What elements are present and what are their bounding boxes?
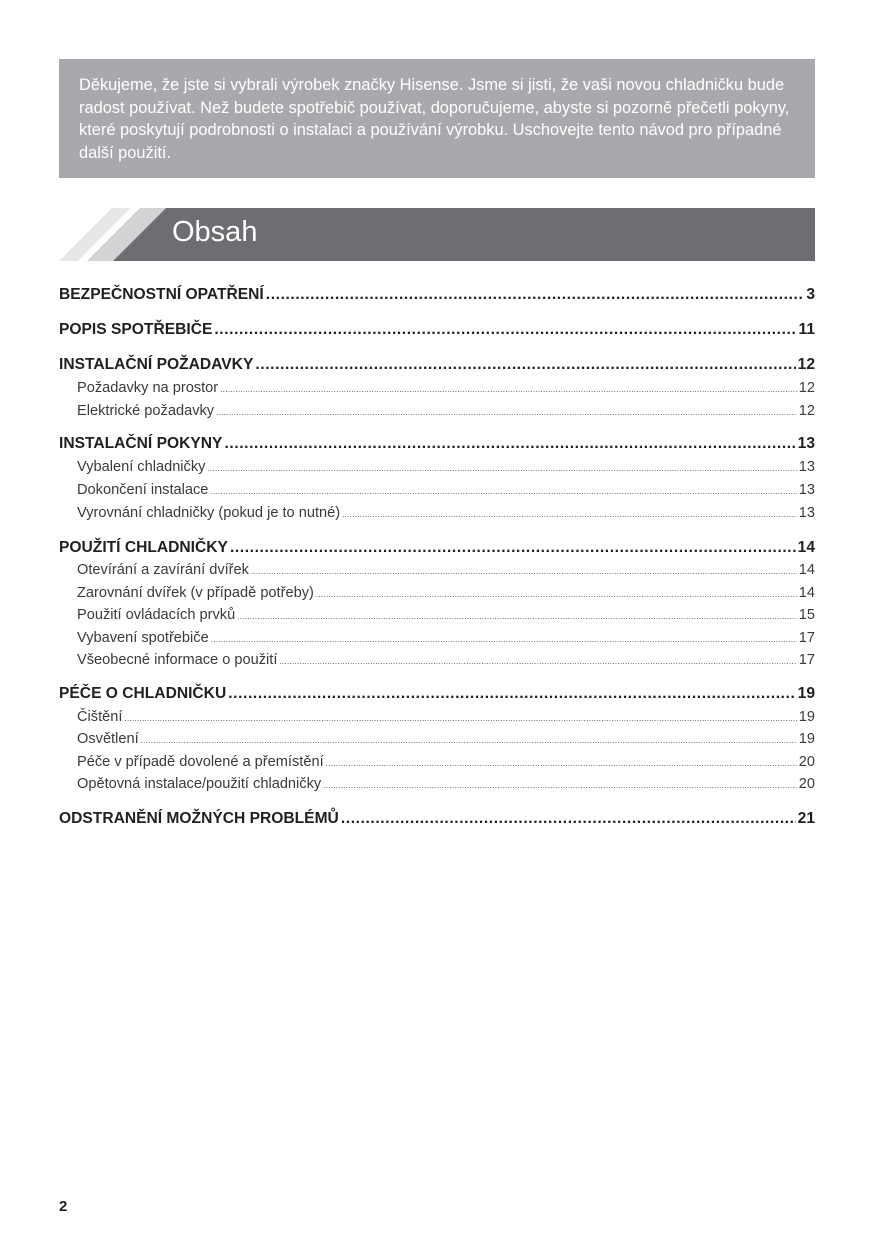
toc-section-entry[interactable] bbox=[59, 356, 815, 380]
toc-subsection-entry[interactable] bbox=[59, 731, 815, 753]
toc-section-entry[interactable] bbox=[59, 435, 815, 459]
toc-dot-leader bbox=[220, 385, 797, 394]
toc-entry-label: Vyrovnání chladničky (pokud je to nutné) bbox=[77, 505, 341, 521]
toc-subsection-entry[interactable] bbox=[59, 607, 815, 629]
toc-entry-label: Vybalení chladničky bbox=[77, 459, 206, 475]
toc-entry-page: 20 bbox=[798, 776, 815, 792]
toc-entry-label: Vybavení spotřebiče bbox=[77, 630, 209, 646]
toc-subsection-entry[interactable] bbox=[59, 709, 815, 731]
toc-entry-label: Zarovnání dvířek (v případě potřeby) bbox=[77, 585, 314, 601]
page-number: 2 bbox=[59, 1198, 68, 1215]
toc-dot-leader bbox=[251, 567, 797, 576]
toc-subsection-entry[interactable] bbox=[59, 585, 815, 607]
toc-entry-page: 17 bbox=[798, 630, 815, 646]
toc-entry-page: 17 bbox=[798, 652, 815, 668]
toc-entry-page: 19 bbox=[798, 731, 815, 747]
toc-dot-leader bbox=[224, 435, 795, 453]
toc-entry-page: 11 bbox=[798, 321, 815, 338]
toc-entry-label: Čištění bbox=[77, 709, 123, 725]
toc-entry-page: 12 bbox=[798, 380, 815, 396]
toc-dot-leader bbox=[266, 286, 805, 304]
toc-entry-label: INSTALAČNÍ POŽADAVKY bbox=[59, 356, 254, 373]
toc-entry-label: Osvětlení bbox=[77, 731, 139, 747]
toc-dot-leader bbox=[211, 635, 797, 644]
page-title: Obsah bbox=[172, 216, 258, 248]
toc-entry-label: Dokončení instalace bbox=[77, 482, 209, 498]
toc-dot-leader bbox=[237, 612, 797, 621]
toc-subsection-entry[interactable] bbox=[59, 754, 815, 776]
toc-section-entry[interactable] bbox=[59, 321, 815, 345]
toc-entry-page: 21 bbox=[797, 810, 815, 827]
toc-dot-leader bbox=[228, 685, 795, 703]
toc-entry-label: Opětovná instalace/použití chladničky bbox=[77, 776, 322, 792]
toc-section-entry[interactable] bbox=[59, 810, 815, 834]
toc-dot-leader bbox=[279, 657, 796, 666]
section-heading-band bbox=[59, 208, 815, 261]
toc-dot-leader bbox=[216, 408, 797, 417]
toc-entry-page: 12 bbox=[798, 403, 815, 419]
toc-subsection-entry[interactable] bbox=[59, 459, 815, 481]
toc-entry-label: ODSTRANĚNÍ MOŽNÝCH PROBLÉMŮ bbox=[59, 810, 339, 827]
toc-subsection-entry[interactable] bbox=[59, 482, 815, 504]
toc-entry-label: PÉČE O CHLADNIČKU bbox=[59, 685, 227, 702]
toc-entry-page: 19 bbox=[797, 685, 815, 702]
toc-subsection-entry[interactable] bbox=[59, 652, 815, 674]
toc-entry-page: 13 bbox=[798, 482, 815, 498]
toc-dot-leader bbox=[255, 356, 795, 374]
toc-entry-page: 20 bbox=[798, 754, 815, 770]
toc-dot-leader bbox=[141, 736, 797, 745]
toc-subsection-entry[interactable] bbox=[59, 776, 815, 798]
toc-subsection-entry[interactable] bbox=[59, 630, 815, 652]
toc-entry-page: 13 bbox=[798, 505, 815, 521]
intro-text: Děkujeme, že jste si vybrali výrobek značky Hisense. Jsme si jisti, že vaši novou chladničku bude radost používat. Než budete spotřebič používat, doporučujeme, abyste si pozorně přečetli pokyny, které poskytují podrobnosti o instalaci a používání výrobku. Uschovejte tento návod pro případné další použití. bbox=[79, 76, 790, 162]
toc-subsection-entry[interactable] bbox=[59, 562, 815, 584]
toc-section-entry[interactable] bbox=[59, 539, 815, 563]
toc-entry-page: 14 bbox=[798, 585, 815, 601]
toc-entry-label: POUŽITÍ CHLADNIČKY bbox=[59, 539, 228, 556]
toc-dot-leader bbox=[210, 487, 796, 496]
toc-dot-leader bbox=[341, 810, 796, 828]
toc-subsection-entry[interactable] bbox=[59, 403, 815, 425]
toc-dot-leader bbox=[342, 510, 797, 519]
toc-entry-page: 13 bbox=[798, 459, 815, 475]
toc-section-entry[interactable] bbox=[59, 286, 815, 310]
toc-entry-page: 14 bbox=[798, 562, 815, 578]
toc-entry-page: 13 bbox=[797, 435, 815, 452]
toc-dot-leader bbox=[323, 781, 797, 790]
toc-entry-label: Otevírání a zavírání dvířek bbox=[77, 562, 249, 578]
toc-dot-leader bbox=[124, 714, 796, 723]
toc-entry-label: POPIS SPOTŘEBIČE bbox=[59, 321, 213, 338]
toc-entry-label: Péče v případě dovolené a přemístění bbox=[77, 754, 324, 770]
toc-dot-leader bbox=[316, 590, 797, 599]
toc-entry-page: 19 bbox=[798, 709, 815, 725]
toc-subsection-entry[interactable] bbox=[59, 505, 815, 527]
toc-section-entry[interactable] bbox=[59, 685, 815, 709]
toc-dot-leader bbox=[214, 321, 796, 339]
toc-entry-page: 15 bbox=[798, 607, 815, 623]
toc-entry-page: 14 bbox=[797, 539, 815, 556]
toc-entry-page: 12 bbox=[797, 356, 815, 373]
toc-entry-label: Požadavky na prostor bbox=[77, 380, 219, 396]
toc-entry-label: Elektrické požadavky bbox=[77, 403, 215, 419]
toc-entry-label: Všeobecné informace o použití bbox=[77, 652, 278, 668]
toc-entry-label: BEZPEČNOSTNÍ OPATŘENÍ bbox=[59, 286, 264, 303]
toc-dot-leader bbox=[207, 464, 796, 473]
toc-entry-page: 3 bbox=[806, 286, 815, 303]
intro-box bbox=[59, 59, 815, 178]
toc-dot-leader bbox=[326, 759, 797, 768]
toc-entry-label: Použití ovládacích prvků bbox=[77, 607, 236, 623]
toc-entry-label: INSTALAČNÍ POKYNY bbox=[59, 435, 223, 452]
toc-subsection-entry[interactable] bbox=[59, 380, 815, 402]
toc-dot-leader bbox=[230, 539, 796, 557]
